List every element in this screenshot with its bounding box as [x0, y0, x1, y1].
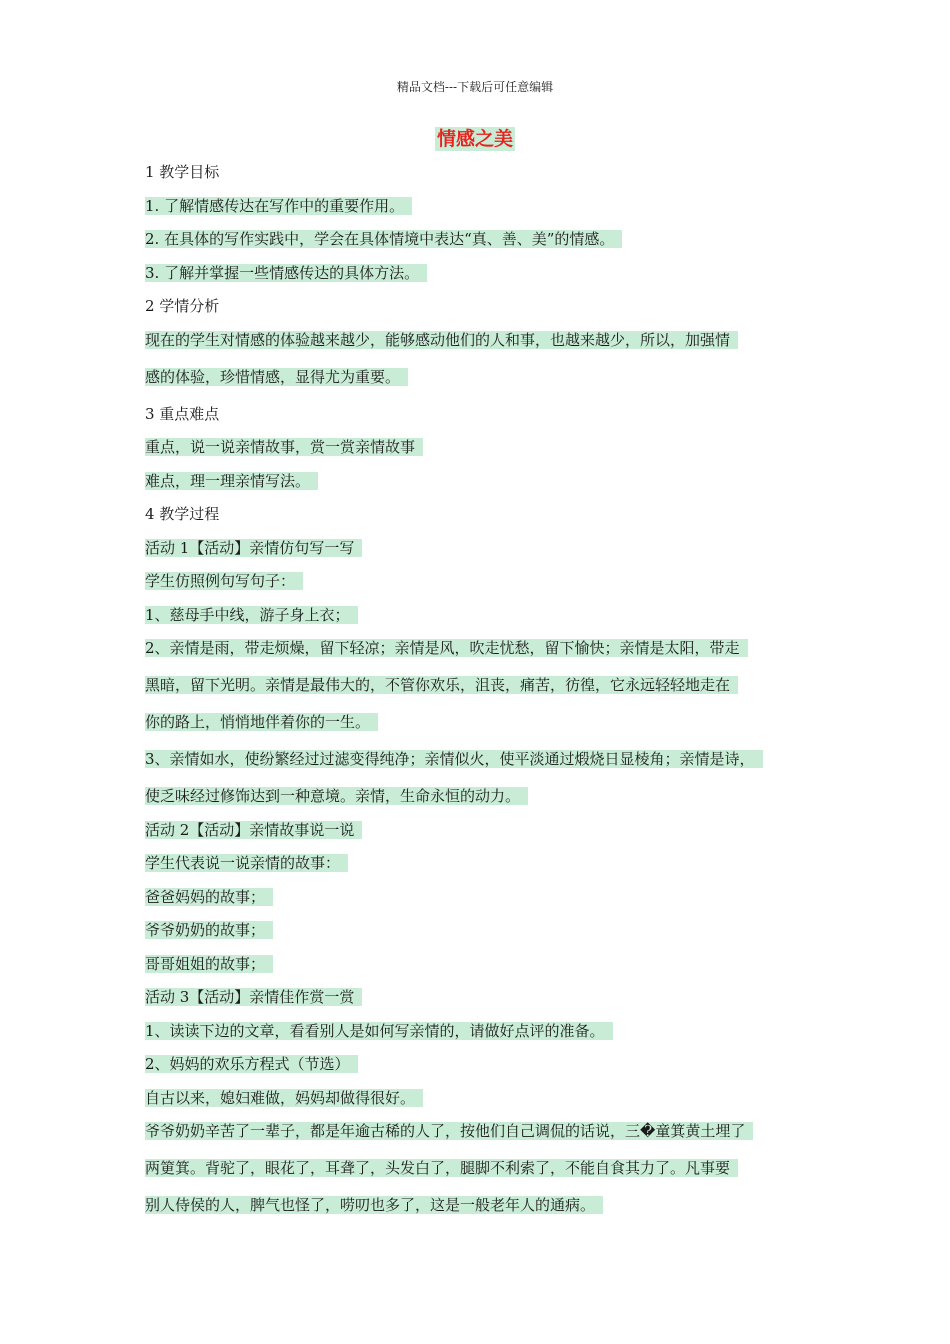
text-line-content: 3. 了解并掌握一些情感传达的具体方法。 — [145, 264, 427, 282]
document-body — [145, 160, 825, 1230]
text-line-content: 爷爷奶奶辛苦了一辈子，都是年逾古稀的人了，按他们自己调侃的话说，三�童箕黄土埋了 — [145, 1122, 753, 1140]
text-line-content: 爸爸妈妈的故事； — [145, 888, 273, 906]
text-line-content: 1. 了解情感传达在写作中的重要作用。 — [145, 197, 412, 215]
text-line — [145, 885, 825, 919]
text-line — [145, 536, 825, 570]
text-line-content: 2 学情分析 — [145, 297, 220, 315]
text-line — [145, 1052, 825, 1086]
text-line — [145, 261, 825, 295]
text-line — [145, 1086, 825, 1120]
text-line — [145, 603, 825, 637]
text-line-content: 自古以来，媳妇难做，妈妈却做得很好。 — [145, 1089, 423, 1107]
text-line — [145, 227, 825, 261]
text-line-content: 2、妈妈的欢乐方程式（节选） — [145, 1055, 358, 1073]
text-line — [145, 851, 825, 885]
document-title-wrap — [0, 124, 950, 151]
text-line-content: 活动 3【活动】亲情佳作赏一赏 — [145, 988, 362, 1006]
text-line-content: 活动 2【活动】亲情故事说一说 — [145, 821, 362, 839]
text-line-content: 两筻箕。背驼了，眼花了，耳聋了，头发白了，腿脚不利索了，不能自食其力了。凡事要 — [145, 1159, 738, 1177]
text-line — [145, 435, 825, 469]
text-line — [145, 328, 825, 365]
text-line — [145, 1156, 825, 1193]
text-line — [145, 952, 825, 986]
text-line-content: 重点，说一说亲情故事，赏一赏亲情故事 — [145, 438, 423, 456]
text-line — [145, 784, 825, 818]
text-line-content: 1、慈母手中线，游子身上衣； — [145, 606, 358, 624]
text-line-content: 现在的学生对情感的体验越来越少，能够感动他们的人和事，也越来越少，所以，加强情 — [145, 331, 738, 349]
document-title: 情感之美 — [436, 128, 513, 150]
text-line — [145, 402, 825, 436]
text-line — [145, 818, 825, 852]
text-line-content: 学生代表说一说亲情的故事： — [145, 854, 348, 872]
page-header: 精品文档---下载后可任意编辑 — [396, 80, 554, 94]
text-line — [145, 160, 825, 194]
text-line-content: 2、亲情是雨，带走烦燥，留下轻凉；亲情是风，吹走忧愁，留下愉快；亲情是太阳，带走 — [145, 639, 748, 657]
text-line-content: 爷爷奶奶的故事； — [145, 921, 273, 939]
text-line — [145, 747, 825, 784]
text-line-content: 难点，理一理亲情写法。 — [145, 472, 318, 490]
text-line — [145, 673, 825, 710]
text-line — [145, 710, 825, 747]
text-line-content: 学生仿照例句写句子： — [145, 572, 303, 590]
text-line — [145, 294, 825, 328]
text-line — [145, 1119, 825, 1156]
text-line — [145, 918, 825, 952]
text-line-content: 哥哥姐姐的故事； — [145, 955, 273, 973]
text-line — [145, 469, 825, 503]
text-line-content: 3、亲情如水，使纷繁经过过滤变得纯净；亲情似火，使平淡通过煅烧日显棱角；亲情是诗， — [145, 750, 763, 768]
text-line — [145, 365, 825, 402]
text-line-content: 4 教学过程 — [145, 505, 220, 523]
text-line — [145, 569, 825, 603]
text-line — [145, 502, 825, 536]
text-line-content: 别人侍侯的人，脾气也怪了，唠叨也多了，这是一般老年人的通病。 — [145, 1196, 603, 1214]
text-line — [145, 636, 825, 673]
text-line — [145, 985, 825, 1019]
text-line-content: 你的路上，悄悄地伴着你的一生。 — [145, 713, 378, 731]
text-line-content: 3 重点难点 — [145, 404, 220, 423]
text-line — [145, 1193, 825, 1230]
text-line — [145, 1019, 825, 1053]
text-line-content: 活动 1【活动】亲情仿句写一写 — [145, 539, 362, 557]
text-line-content: 1 教学目标 — [145, 163, 220, 181]
text-line-content: 1、读读下边的文章，看看别人是如何写亲情的，请做好点评的准备。 — [145, 1022, 613, 1040]
text-line-content: 使乏味经过修饰达到一种意境。亲情，生命永恒的动力。 — [145, 787, 528, 805]
text-line-content: 黑暗，留下光明。亲情是最伟大的，不管你欢乐，沮丧，痛苦，彷徨，它永远轻轻地走在 — [145, 676, 738, 694]
text-line-content: 感的体验，珍惜情感，显得尤为重要。 — [145, 368, 408, 386]
text-line — [145, 194, 825, 228]
text-line-content: 2. 在具体的写作实践中，学会在具体情境中表达“真、善、美”的情感。 — [145, 230, 622, 248]
